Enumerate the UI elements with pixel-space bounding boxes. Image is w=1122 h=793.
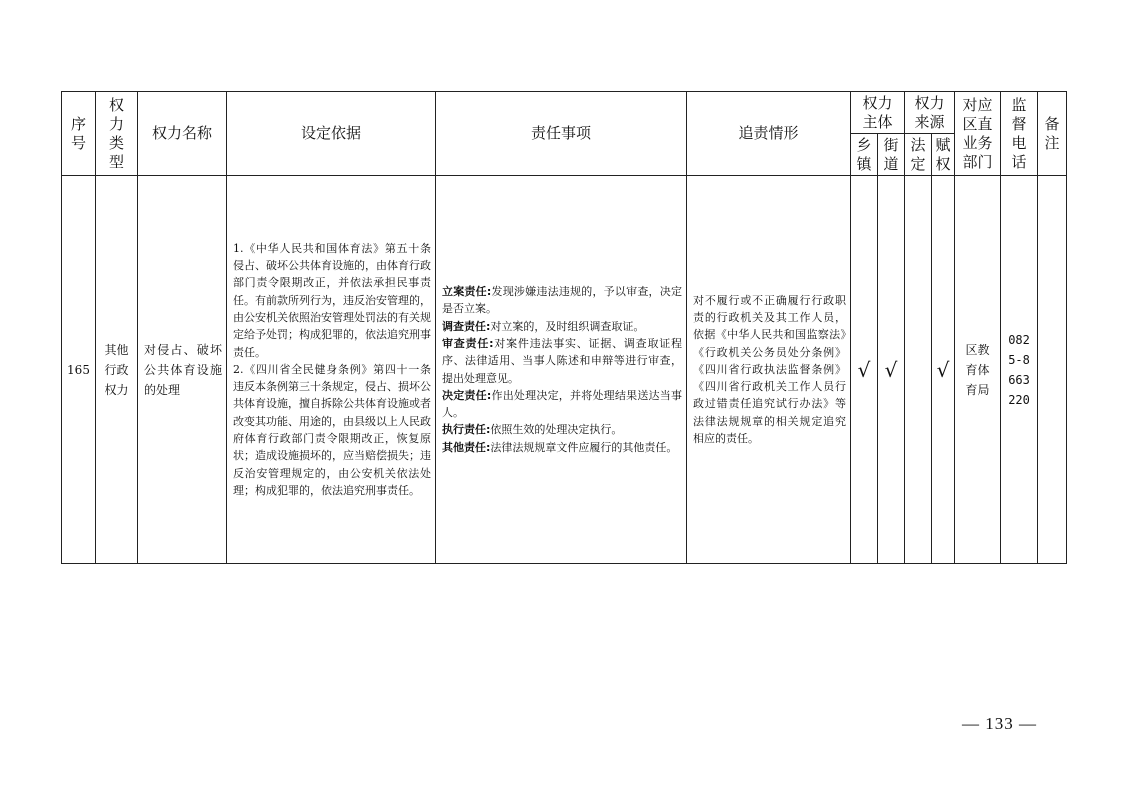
row-granted-check: √ <box>932 176 955 564</box>
row-street-check: √ <box>878 176 905 564</box>
row-dept: 区教 育体 育局 <box>955 176 1001 564</box>
basis-item: 1.《中华人民共和国体育法》第五十条 侵占、破坏公共体育设施的，由体育行政部门责令限期改正，并依法承担民事责任。有前款所列行为，违反治安管理的，由公安机关依照治安管理处罚法的有关规定给予处罚；构成犯罪的，依法追究刑事责任。 <box>233 241 453 359</box>
page-number: — 133 — <box>962 714 1037 733</box>
duty-item: 立案责任:发现涉嫌违法违规的，予以审查，决定是否立案。 <box>442 285 682 316</box>
header-duty: 责任事项 <box>436 92 687 176</box>
header-dept: 对应 区直 业务 部门 <box>955 92 1001 176</box>
row-name: 对侵占、破坏公共体育设施的处理 <box>138 176 227 564</box>
power-list-table <box>61 91 1067 564</box>
header-subject-town: 乡 镇 <box>851 134 878 176</box>
table-row <box>62 176 1067 564</box>
basis-item: 2.《四川省全民健身条例》第四十一条 违反本条例第三十条规定，侵占、损坏公共体育设施，擅自拆除公共体育设施或者改变其功能、用途的，由县级以上人民政府体育行政部门责令限期改正，恢复原状；造成设施损坏的，应当赔偿损失；违反治安管理规定的，由公安机关依法处理；构成犯罪的，依法追究刑事责任。 <box>233 362 453 497</box>
header-name: 权力名称 <box>138 92 227 176</box>
duty-item: 调查责任:对立案的，及时组织调查取证。 <box>442 319 645 333</box>
header-remark: 备 注 <box>1038 92 1067 176</box>
row-basis <box>227 176 453 564</box>
row-town-check: √ <box>851 176 878 564</box>
row-phone: 082 5-8 663 220 <box>1001 176 1038 564</box>
duty-item: 其他责任:法律法规规章文件应履行的其他责任。 <box>442 440 678 454</box>
row-statutory-check <box>905 176 932 564</box>
row-duties <box>436 176 687 564</box>
header-seq: 序 号 <box>62 92 96 176</box>
header-phone: 监 督 电 话 <box>1001 92 1038 176</box>
duty-item: 决定责任:作出处理决定，并将处理结果送达当事人。 <box>442 388 682 420</box>
row-accountability: 对不履行或不正确履行行政职责的行政机关及其工作人员，依据《中华人民共和国监察法》《行政机关公务员处分条例》《四川省行政执法监督条例》《四川省行政机关工作人员行政过错责任追究试行办法》等法律法规规章的相关规定追究相应的责任。 <box>687 176 851 564</box>
header-subject-street: 街 道 <box>878 134 905 176</box>
header-type: 权 力 类 型 <box>96 92 138 176</box>
header-source: 权力 来源 <box>905 92 955 134</box>
duty-item: 执行责任:依照生效的处理决定执行。 <box>442 423 623 437</box>
header-basis: 设定依据 <box>227 92 436 176</box>
row-seq: 165 <box>62 176 96 564</box>
row-type: 其他 行政 权力 <box>96 176 138 564</box>
header-source-granted: 赋 权 <box>932 134 955 176</box>
header-accountability: 追责情形 <box>687 92 851 176</box>
row-remark <box>1038 176 1067 564</box>
duty-item: 审查责任:对案件违法事实、证据、调查取证程序、法律适用、当事人陈述和申辩等进行审查，提出处理意见。 <box>442 336 683 385</box>
header-source-statutory: 法 定 <box>905 134 932 176</box>
header-subject: 权力 主体 <box>851 92 905 134</box>
